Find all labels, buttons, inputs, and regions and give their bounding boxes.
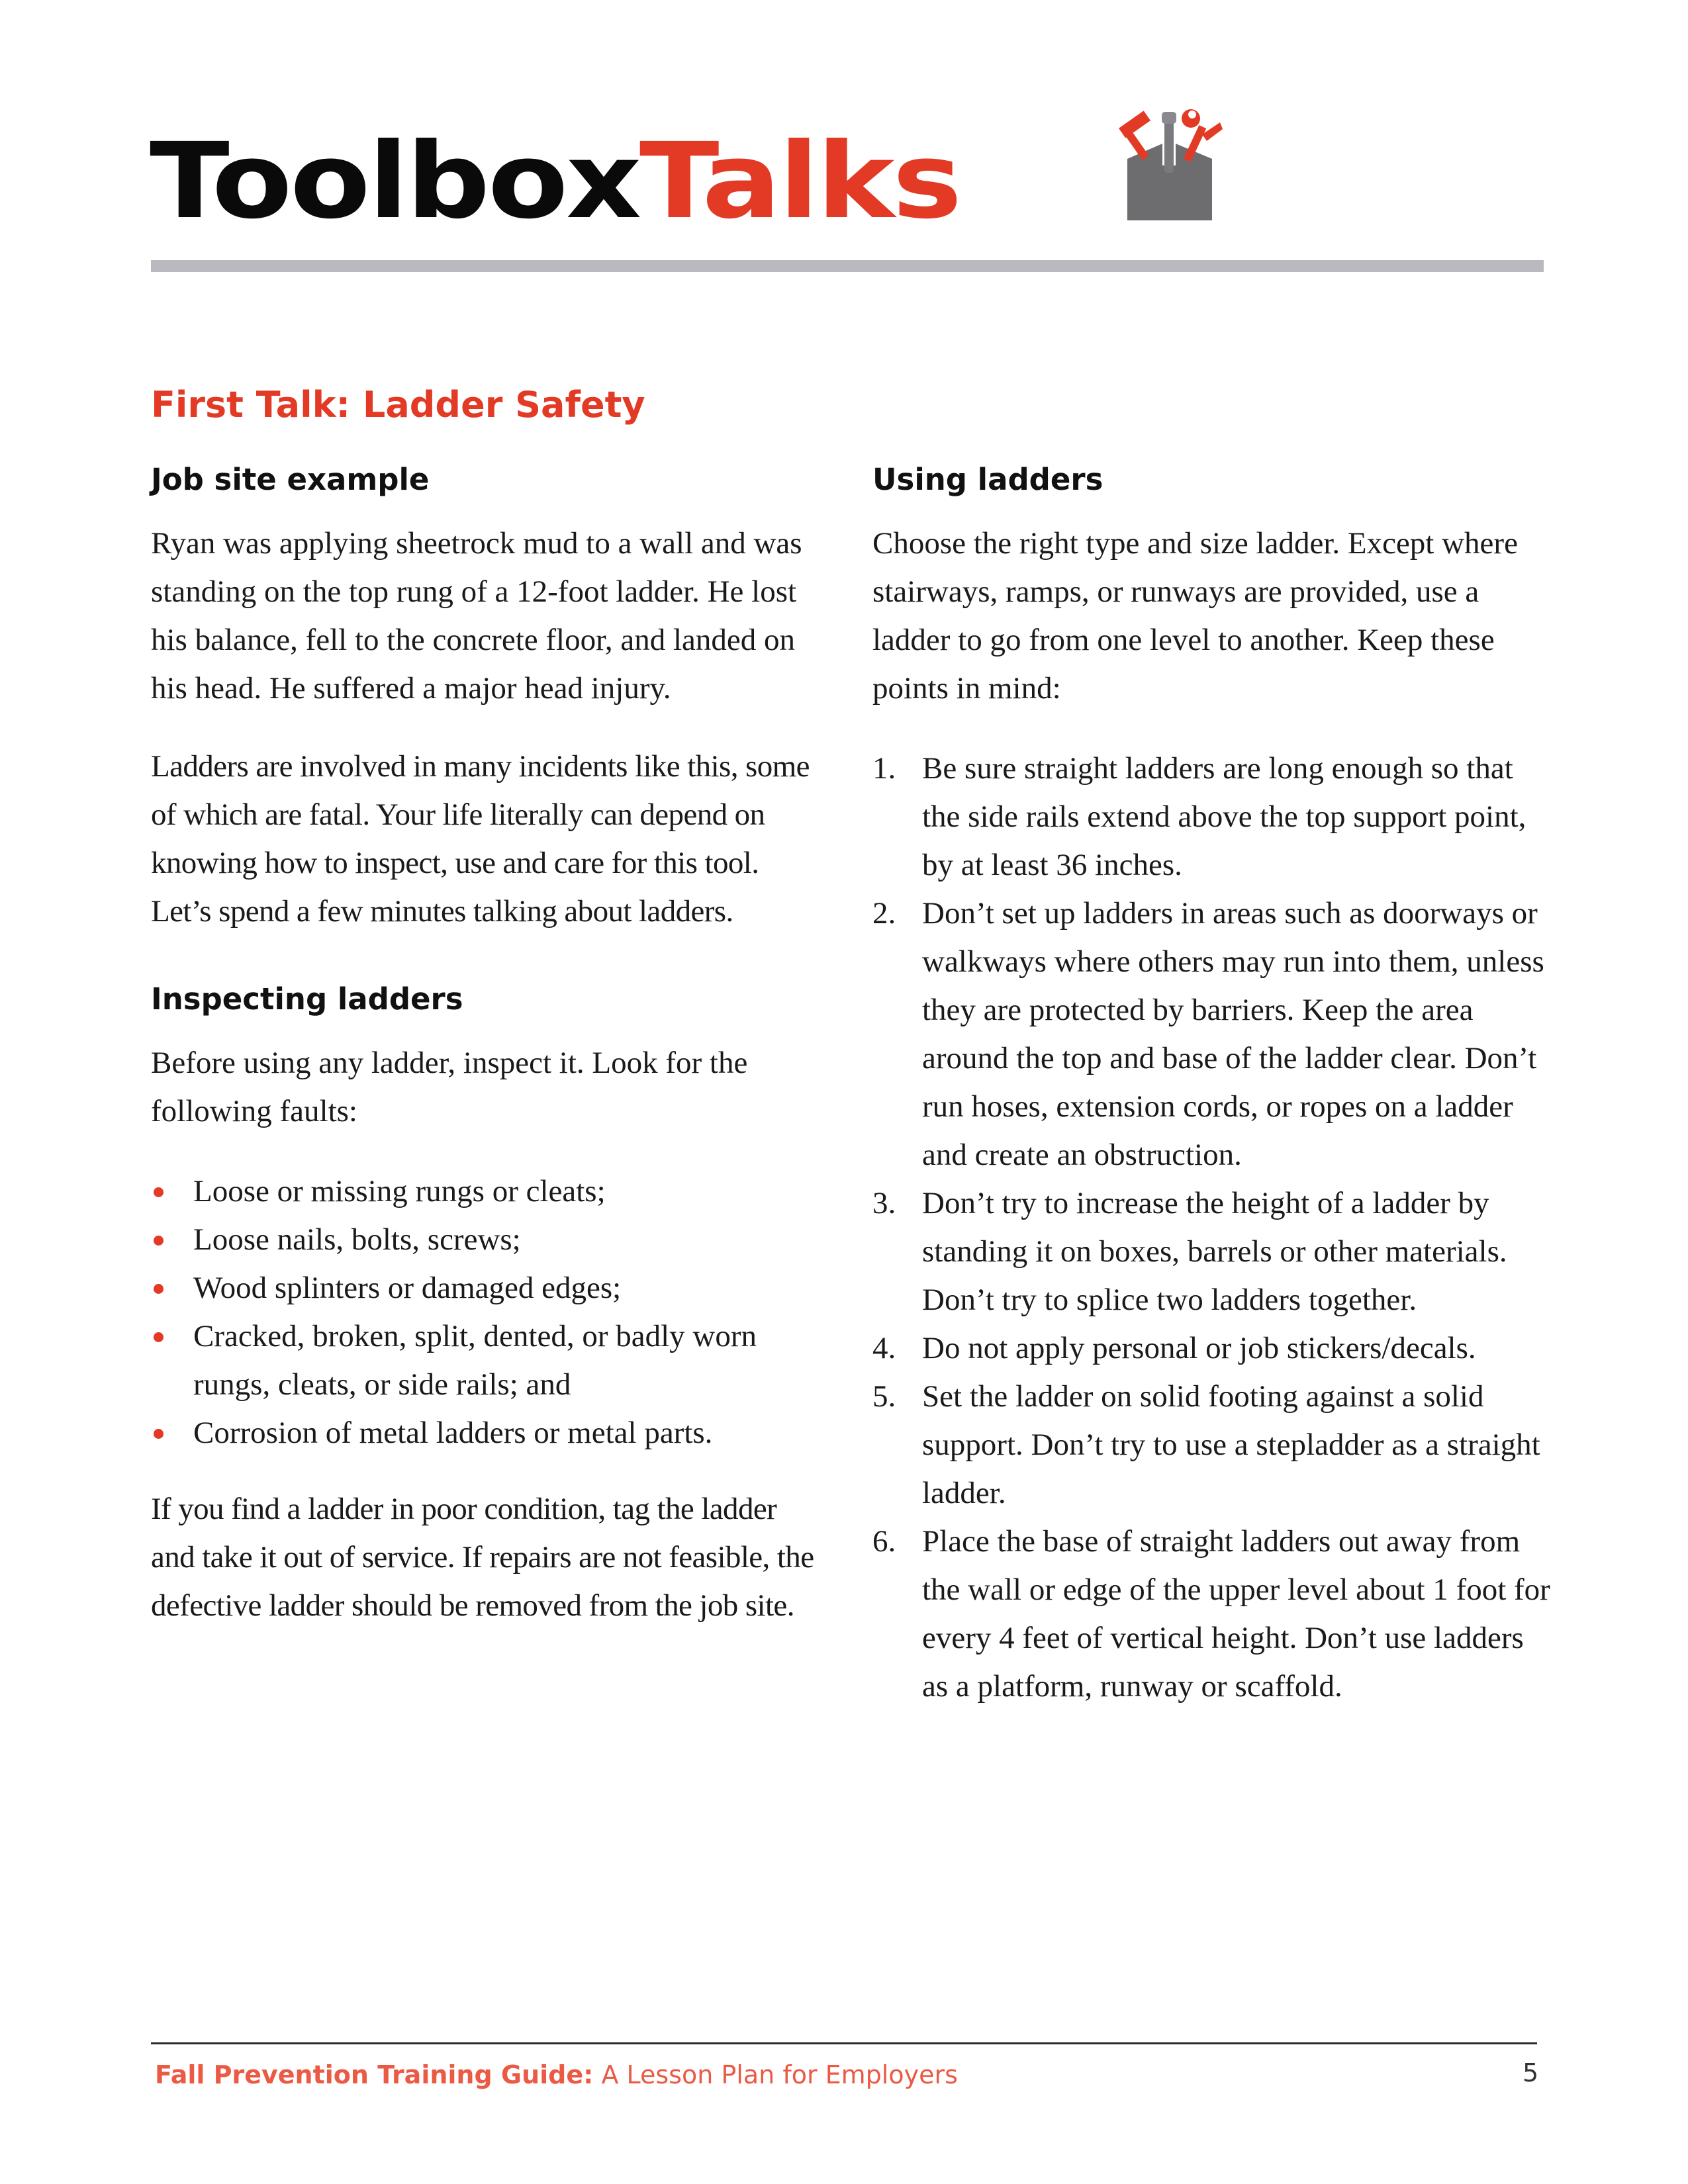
logo-wordmark (150, 120, 961, 242)
ladder-points-list (872, 745, 1554, 1711)
footer-rule (151, 2042, 1537, 2044)
bullet-icon (154, 1236, 164, 1246)
using-intro: Choose the right type and size ladder. Except where stairways, ramps, or runways are provided, use a ladder to go from one level to another. Keep these points in mind: (872, 526, 1518, 705)
footer-guide-title (155, 2060, 958, 2089)
footer-guide-subtitle: A Lesson Plan for Employers (593, 2060, 958, 2089)
bullet-icon (154, 1284, 164, 1294)
list-item: 5. Set the ladder on solid footing against a solid support. Don’t try to use a stepladder as a straight ladder. (872, 1379, 1540, 1510)
header-rule (151, 260, 1544, 272)
faults-list (151, 1167, 820, 1457)
logo-word-talks: Talks (639, 120, 961, 242)
poor-condition-paragraph: If you find a ladder in poor condition, tag the ladder and take it out of service. If repairs are not feasible, the defective ladder should be removed from the job site. (151, 1492, 814, 1623)
page-title: First Talk: Ladder Safety (151, 384, 645, 426)
toolbox-with-tools-icon (1113, 103, 1225, 225)
inspecting-heading: Inspecting ladders (151, 981, 463, 1017)
page-number: 5 (1523, 2058, 1539, 2087)
using-ladders-heading: Using ladders (872, 462, 1103, 497)
bullet-icon (154, 1332, 164, 1342)
job-site-heading: Job site example (151, 462, 430, 497)
toolbox-talks-logo (150, 103, 1222, 242)
job-site-paragraph: Ryan was applying sheetrock mud to a wall and was standing on the top rung of a 12-foot ladder. He lost his balance, fell to the concrete floor, and landed on his head. He suffered a major head injury. (151, 526, 802, 705)
list-item: 3. Don’t try to increase the height of a ladder by standing it on boxes, barrels or other materials. Don’t try to splice two ladders together. (872, 1186, 1507, 1317)
list-item: Loose or missing rungs or cleats; (151, 1167, 820, 1216)
left-column (151, 460, 820, 1630)
logo-word-toolbox: Toolbox (150, 120, 639, 242)
list-item: 2. Don’t set up ladders in areas such as doorways or walkways where others may run into them, unless they are protected by barriers. Keep the area around the top and base of the ladder clear. Don’t run hoses, extension cords, or ropes on a ladder and create an obstruction. (872, 896, 1544, 1172)
list-item: 1. Be sure straight ladders are long enough so that the side rails extend above the top support point, by at least 36 inches. (872, 751, 1526, 882)
bullet-icon (154, 1429, 164, 1439)
inspecting-intro: Before using any ladder, inspect it. Look for the following faults: (151, 1046, 748, 1128)
bullet-icon (154, 1187, 164, 1197)
list-item: Loose nails, bolts, screws; (151, 1216, 820, 1264)
list-item: Wood splinters or damaged edges; (151, 1264, 820, 1312)
list-item: Cracked, broken, split, dented, or badly worn rungs, cleats, or side rails; and (151, 1312, 820, 1409)
list-item: 4. Do not apply personal or job stickers/decals. (872, 1331, 1476, 1365)
ladders-involved-paragraph: Ladders are involved in many incidents like this, some of which are fatal. Your life literally can depend on knowing how to inspect, use and care for this tool. Let’s spend a few minutes talking about ladders. (151, 749, 810, 929)
footer-guide-bold: Fall Prevention Training Guide: (155, 2060, 594, 2089)
list-item: Corrosion of metal ladders or metal parts. (151, 1409, 820, 1457)
list-item: 6. Place the base of straight ladders out away from the wall or edge of the upper level about 1 foot for every 4 feet of vertical height. Don’t use ladders as a platform, runway or scaffold. (872, 1524, 1550, 1704)
right-column (872, 460, 1554, 1711)
